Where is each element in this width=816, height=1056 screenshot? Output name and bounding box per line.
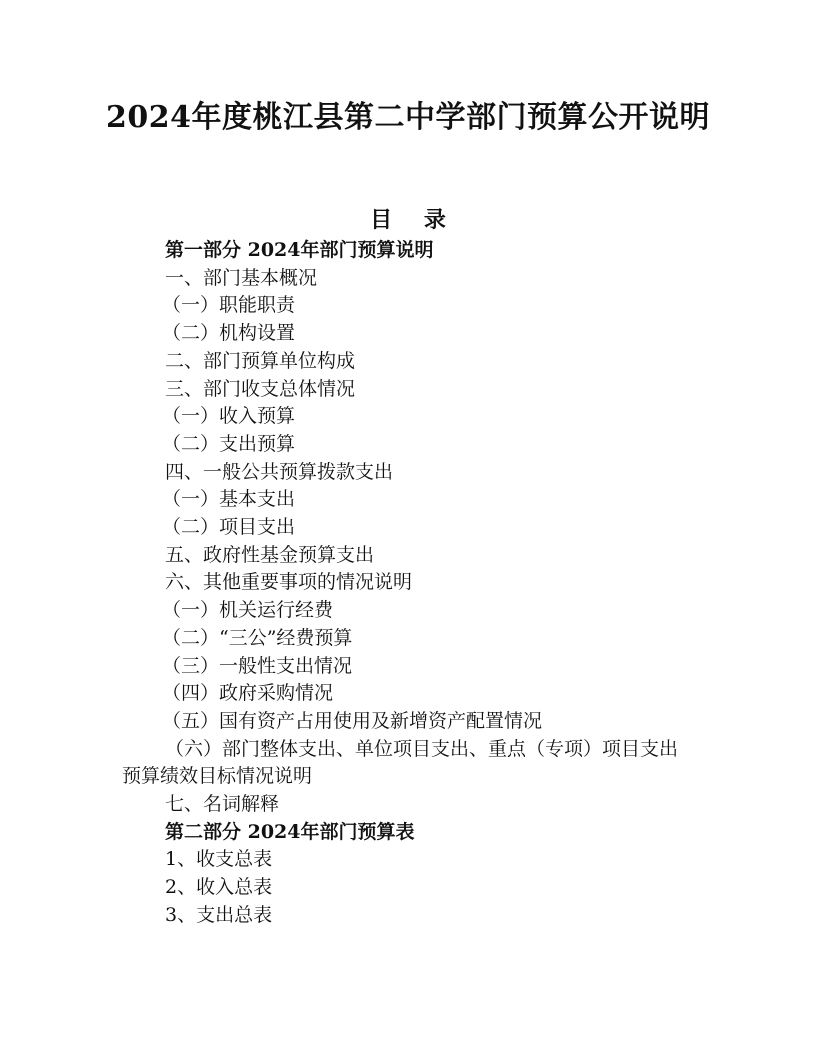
toc-item: （三）一般性支出情况 (162, 654, 353, 677)
toc-item: （一）机关运行经费 (162, 599, 334, 622)
toc-item: 三、部门收支总体情况 (165, 377, 356, 400)
toc-item: （六）部门整体支出、单位项目支出、重点（专项）项目支出预算绩效目标情况说明 (122, 737, 679, 788)
table-of-contents (122, 237, 692, 930)
toc-part-2: 第二部分 2024年部门预算表 (165, 820, 415, 843)
toc-item: （四）政府采购情况 (162, 682, 334, 705)
toc-item: （二）项目支出 (162, 516, 296, 539)
document-title: 2024年度桃江县第二中学部门预算公开说明 (106, 100, 710, 135)
toc-item: 二、部门预算单位构成 (165, 349, 356, 372)
toc-item: （一）基本支出 (162, 488, 296, 511)
toc-item: 3、支出总表 (165, 903, 273, 926)
toc-item: 六、其他重要事项的情况说明 (165, 571, 413, 594)
toc-item: （一）职能职责 (162, 294, 296, 317)
toc-heading: 目 录 (370, 207, 458, 233)
toc-item: （五）国有资产占用使用及新增资产配置情况 (162, 709, 543, 732)
toc-item: （二）“三公”经费预算 (162, 626, 353, 649)
toc-item: 七、名词解释 (165, 793, 280, 816)
toc-item: 一、部门基本概况 (165, 266, 318, 289)
toc-part-1: 第一部分 2024年部门预算说明 (165, 239, 434, 261)
toc-item: （二）机构设置 (162, 322, 296, 345)
toc-item: 五、政府性基金预算支出 (165, 543, 375, 566)
toc-item: （二）支出预算 (162, 432, 296, 455)
toc-item: 1、收支总表 (165, 848, 273, 871)
toc-item: 四、一般公共预算拨款支出 (165, 460, 394, 483)
toc-item: （一）收入预算 (162, 405, 296, 428)
toc-item: 2、收入总表 (165, 876, 273, 899)
